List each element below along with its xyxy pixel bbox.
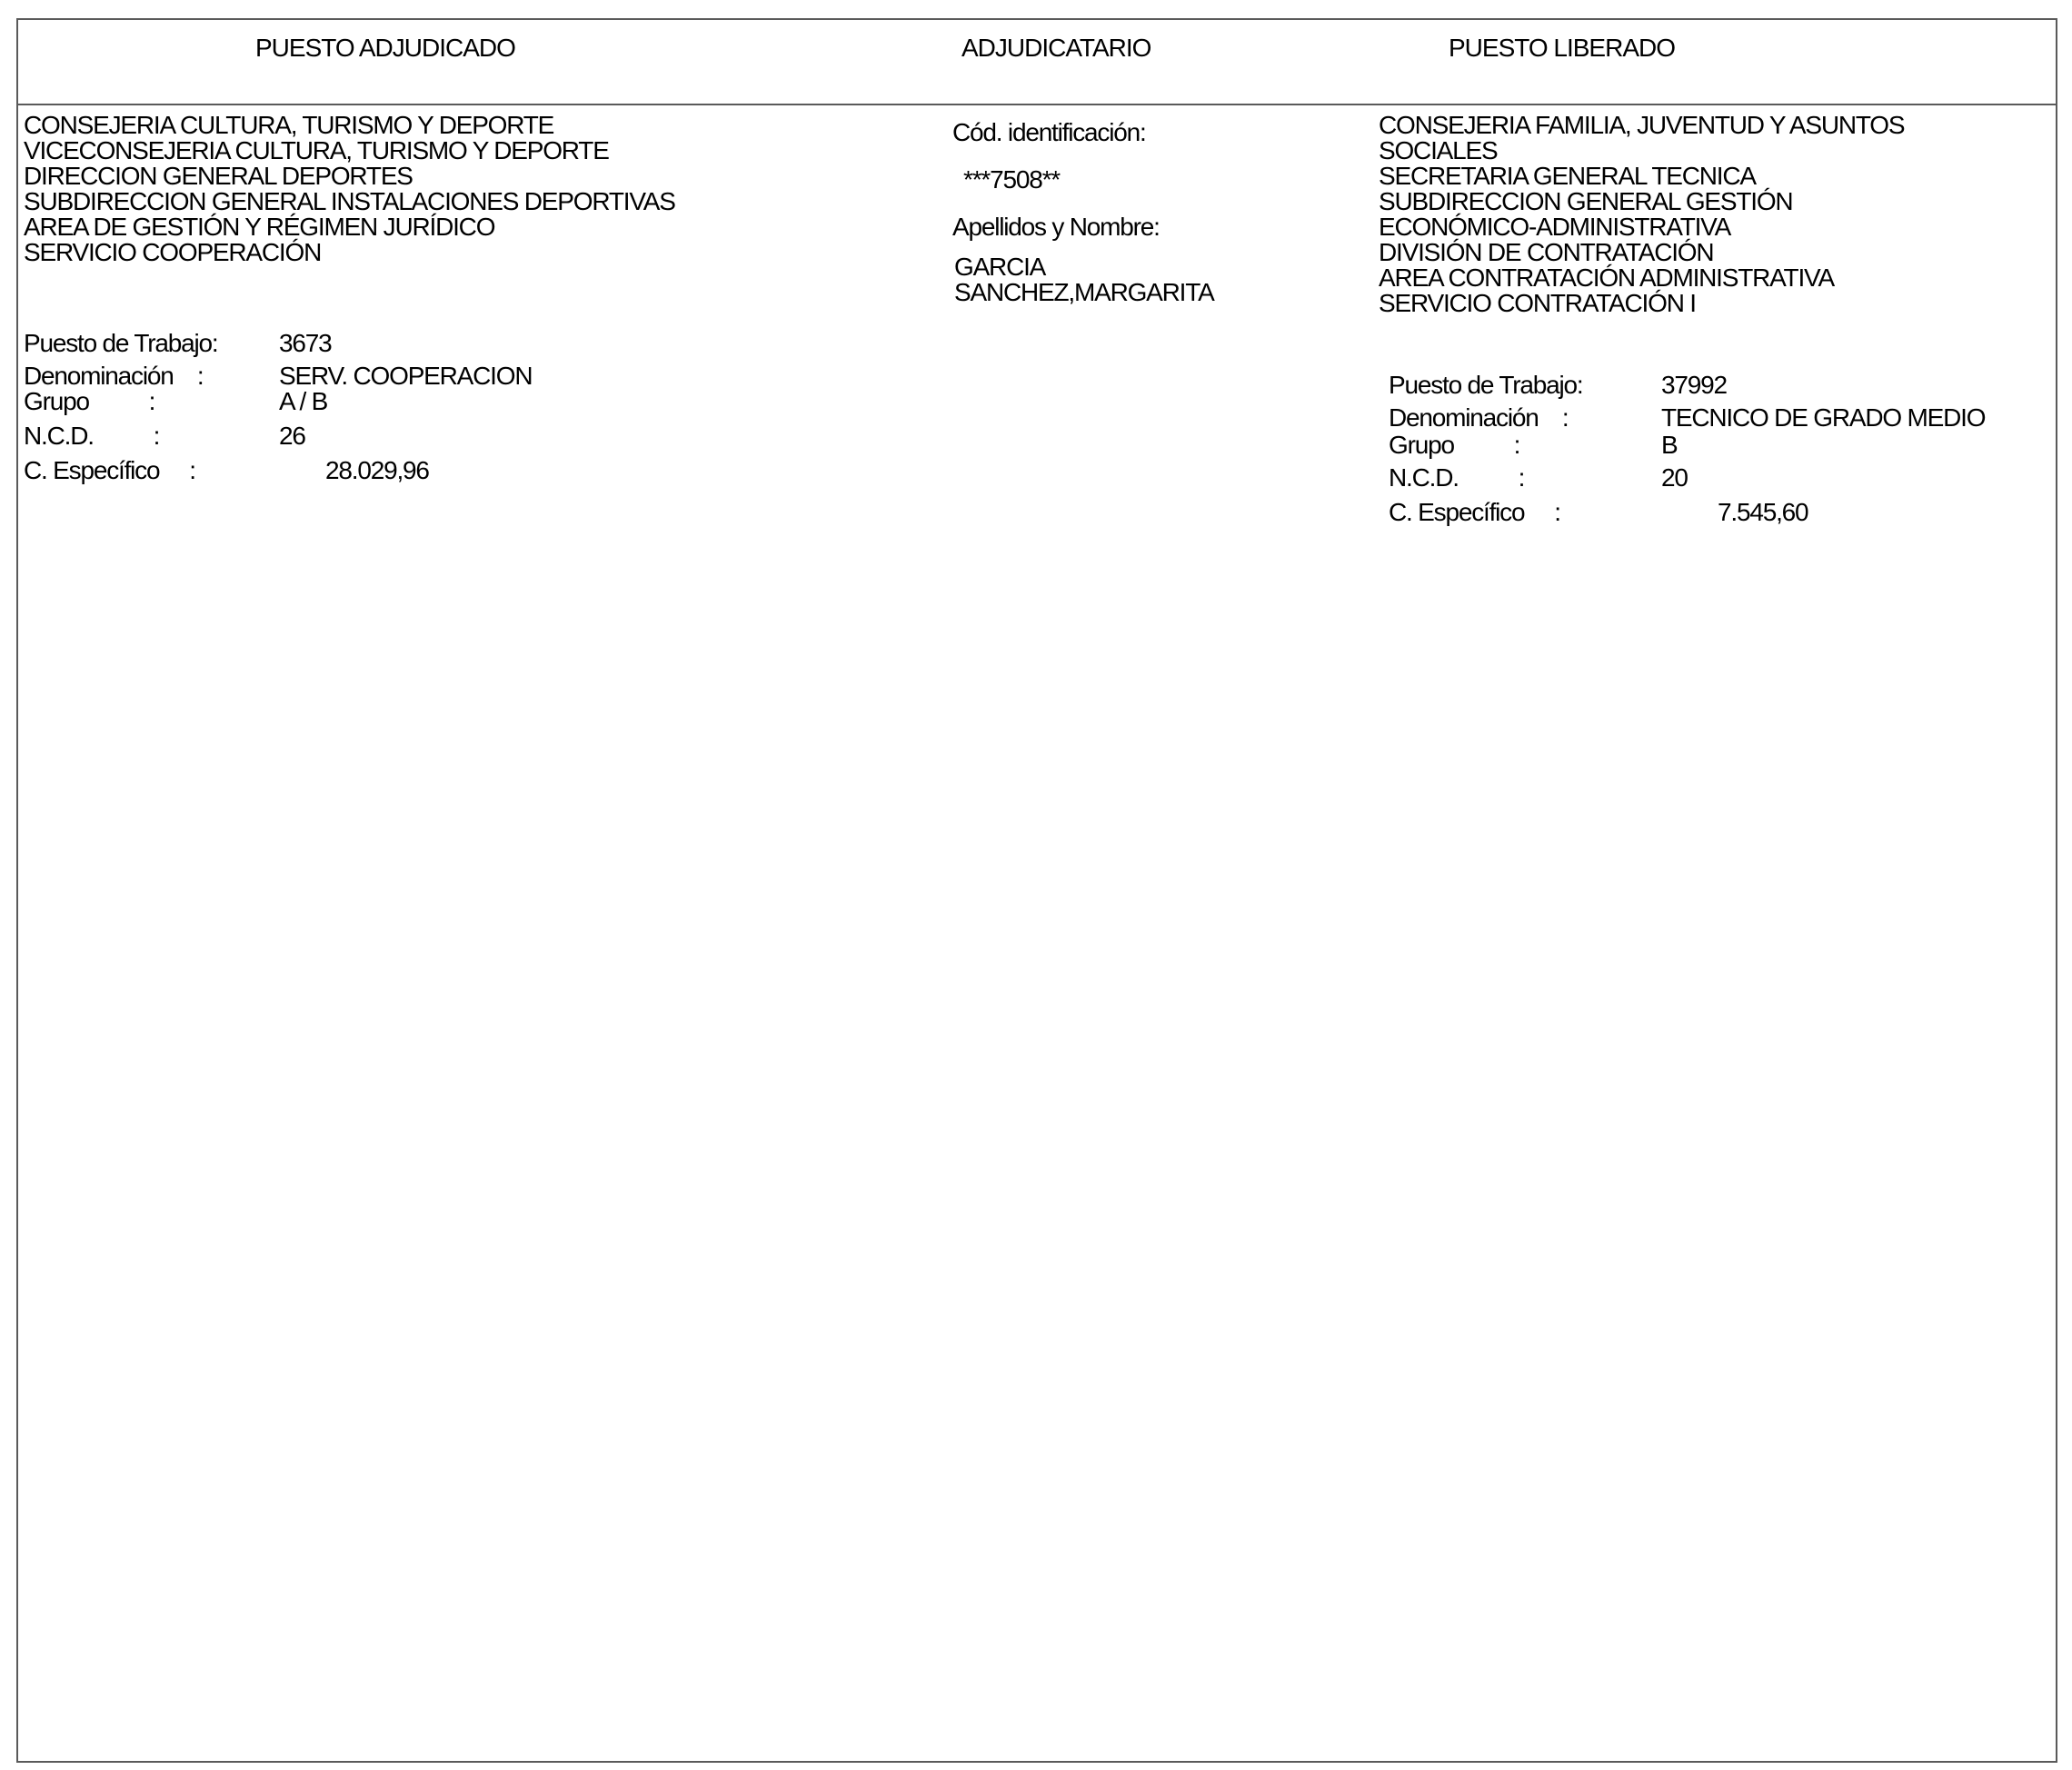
header-puesto-adjudicado: PUESTO ADJUDICADO xyxy=(255,34,515,62)
adjudicado-puesto-value: 3673 xyxy=(279,329,332,357)
header-puesto-liberado: PUESTO LIBERADO xyxy=(1449,34,1676,62)
liberado-denominacion-label: Denominación : xyxy=(1389,403,1569,432)
liberado-puesto-label: Puesto de Trabajo: xyxy=(1389,371,1583,399)
adjudicado-denominacion-label: Denominación : xyxy=(24,362,204,390)
liberado-org-line: SECRETARIA GENERAL TECNICA xyxy=(1379,162,1756,190)
liberado-puesto-value: 37992 xyxy=(1661,371,1727,399)
adjudicado-grupo-value: A / B xyxy=(279,387,328,415)
adjudicado-org-block xyxy=(24,113,675,265)
liberado-org-line: CONSEJERIA FAMILIA, JUVENTUD Y ASUNTOS xyxy=(1379,111,1905,139)
adjudicado-org-line: AREA DE GESTIÓN Y RÉGIMEN JURÍDICO xyxy=(24,213,495,241)
adjudicado-org-line: SUBDIRECCION GENERAL INSTALACIONES DEPORTIVAS xyxy=(24,187,675,215)
liberado-ncd-label: N.C.D. : xyxy=(1389,463,1525,492)
adjudicado-org-line: VICECONSEJERIA CULTURA, TURISMO Y DEPORTE xyxy=(24,136,609,164)
adjudicatario-nombre-line: GARCIA xyxy=(954,253,1046,281)
adjudicado-especifico-label: C. Específico : xyxy=(24,456,195,484)
liberado-especifico-value: 7.545,60 xyxy=(1718,498,1808,526)
liberado-org-line: AREA CONTRATACIÓN ADMINISTRATIVA xyxy=(1379,264,1834,292)
adjudicado-org-line: CONSEJERIA CULTURA, TURISMO Y DEPORTE xyxy=(24,111,554,139)
header-adjudicatario: ADJUDICATARIO xyxy=(961,34,1151,62)
adjudicado-ncd-value: 26 xyxy=(279,422,305,450)
liberado-org-block xyxy=(1379,113,1904,316)
liberado-especifico-label: C. Específico : xyxy=(1389,498,1560,526)
adjudicado-grupo-label: Grupo : xyxy=(24,387,155,415)
adjudicado-org-line: DIRECCION GENERAL DEPORTES xyxy=(24,162,413,190)
adjudicado-especifico-value: 28.029,96 xyxy=(325,456,429,484)
liberado-org-line: SERVICIO CONTRATACIÓN I xyxy=(1379,289,1696,317)
adjudicatario-nombre-label: Apellidos y Nombre: xyxy=(952,213,1160,241)
adjudicatario-cod-value: ***7508** xyxy=(963,165,1060,194)
adjudicado-org-line: SERVICIO COOPERACIÓN xyxy=(24,238,322,266)
header-divider xyxy=(16,104,2057,105)
liberado-grupo-label: Grupo : xyxy=(1389,431,1520,459)
adjudicado-ncd-label: N.C.D. : xyxy=(24,422,160,450)
liberado-denominacion-value: TECNICO DE GRADO MEDIO xyxy=(1661,403,1986,432)
liberado-org-line: DIVISIÓN DE CONTRATACIÓN xyxy=(1379,238,1714,266)
liberado-org-line: SUBDIRECCION GENERAL GESTIÓN xyxy=(1379,187,1793,215)
adjudicado-denominacion-value: SERV. COOPERACION xyxy=(279,362,533,390)
liberado-grupo-value: B xyxy=(1661,431,1678,459)
adjudicado-puesto-label: Puesto de Trabajo: xyxy=(24,329,218,357)
liberado-org-line: SOCIALES xyxy=(1379,136,1498,164)
adjudicatario-nombre-line: SANCHEZ,MARGARITA xyxy=(954,278,1214,306)
liberado-org-line: ECONÓMICO-ADMINISTRATIVA xyxy=(1379,213,1731,241)
liberado-ncd-value: 20 xyxy=(1661,463,1688,492)
adjudicatario-nombre-block xyxy=(954,254,1214,305)
adjudicatario-cod-label: Cód. identificación: xyxy=(952,118,1146,146)
